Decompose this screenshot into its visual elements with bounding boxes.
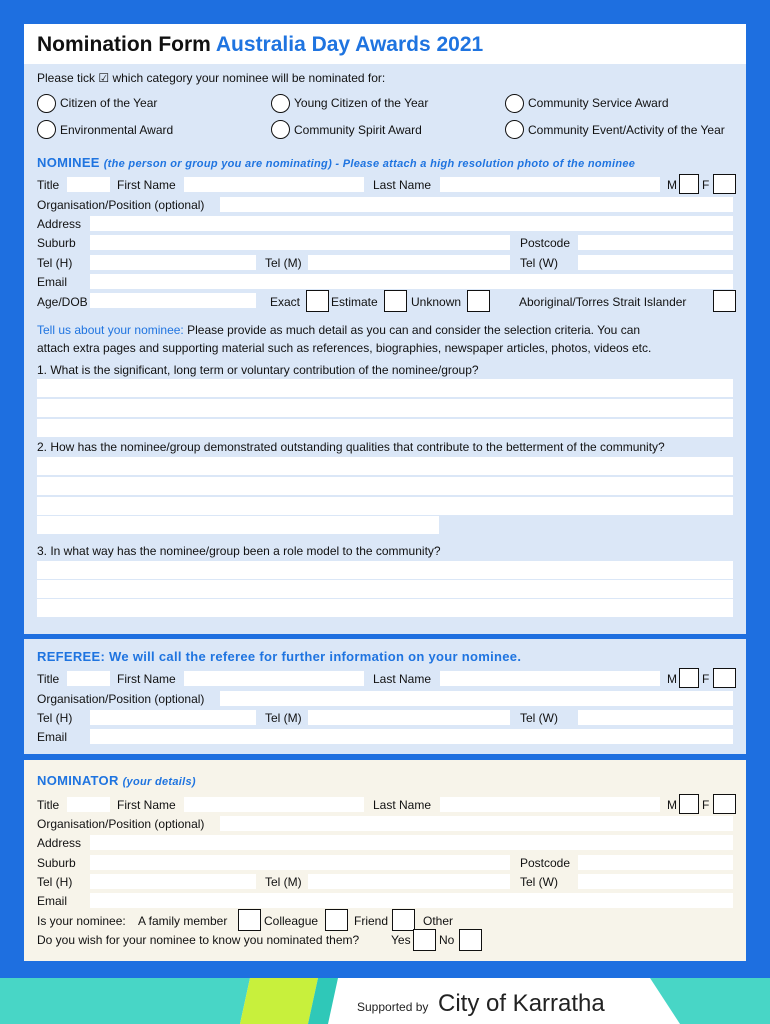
nominator-email-field[interactable] bbox=[90, 893, 733, 908]
postcode-label: Postcode bbox=[520, 856, 571, 870]
referee-tel-h-field[interactable] bbox=[90, 710, 256, 725]
tel-m-label: Tel (M) bbox=[265, 711, 302, 725]
nominator-tel-w-field[interactable] bbox=[578, 874, 733, 889]
unknown-checkbox[interactable] bbox=[467, 290, 490, 312]
nominee-first-name-field[interactable] bbox=[184, 177, 364, 192]
colleague-label: Colleague bbox=[264, 914, 319, 928]
title-label: Title bbox=[37, 178, 60, 192]
address-label: Address bbox=[37, 217, 82, 231]
answer-3-line[interactable] bbox=[37, 561, 733, 579]
referee-org-field[interactable] bbox=[220, 691, 733, 706]
tel-w-label: Tel (W) bbox=[520, 256, 558, 270]
radio-young-citizen[interactable] bbox=[271, 94, 290, 113]
friend-label: Friend bbox=[354, 914, 389, 928]
tell-us-text: Tell us about your nominee: Please provide as much detail as you can and consider the selection criteria. You can bbox=[37, 323, 641, 337]
teal-stripe bbox=[0, 978, 250, 1024]
nominee-f-checkbox[interactable] bbox=[713, 174, 736, 194]
referee-m-checkbox[interactable] bbox=[679, 668, 699, 688]
nominator-postcode-field[interactable] bbox=[578, 855, 733, 870]
category-label: Community Service Award bbox=[528, 96, 669, 110]
referee-f-checkbox[interactable] bbox=[713, 668, 736, 688]
yes-checkbox[interactable] bbox=[413, 929, 436, 951]
last-name-label: Last Name bbox=[373, 672, 432, 686]
answer-2-line[interactable] bbox=[37, 497, 733, 515]
exact-label: Exact bbox=[270, 295, 301, 309]
footer bbox=[0, 978, 770, 1024]
question-2: 2. How has the nominee/group demonstrated outstanding qualities that contribute to the betterment of the community? bbox=[37, 440, 665, 454]
org-label: Organisation/Position (optional) bbox=[37, 817, 205, 831]
f-label: F bbox=[702, 178, 710, 192]
suburb-label: Suburb bbox=[37, 856, 76, 870]
supported-by-text: Supported by bbox=[357, 1000, 429, 1014]
last-name-label: Last Name bbox=[373, 178, 432, 192]
title-label: Title bbox=[37, 672, 60, 686]
nominator-suburb-field[interactable] bbox=[90, 855, 510, 870]
nominee-address-field[interactable] bbox=[90, 216, 733, 231]
last-name-label: Last Name bbox=[373, 798, 432, 812]
answer-3-line[interactable] bbox=[37, 580, 733, 598]
nominator-first-name-field[interactable] bbox=[184, 797, 364, 812]
nominee-postcode-field[interactable] bbox=[578, 235, 733, 250]
nominee-tel-m-field[interactable] bbox=[308, 255, 510, 270]
nominee-heading: NOMINEE (the person or group you are nominating) - Please attach a high resolution photo of the nominee bbox=[37, 155, 636, 170]
email-label: Email bbox=[37, 730, 68, 744]
question-1: 1. What is the significant, long term or voluntary contribution of the nominee/group? bbox=[37, 363, 479, 377]
email-label: Email bbox=[37, 275, 68, 289]
age-label: Age/DOB bbox=[37, 295, 88, 309]
radio-community-event[interactable] bbox=[505, 120, 524, 139]
answer-2-line[interactable] bbox=[37, 477, 733, 495]
tel-h-label: Tel (H) bbox=[37, 256, 73, 270]
nominator-tel-h-field[interactable] bbox=[90, 874, 256, 889]
radio-environmental[interactable] bbox=[37, 120, 56, 139]
category-label: Young Citizen of the Year bbox=[294, 96, 429, 110]
org-label: Organisation/Position (optional) bbox=[37, 692, 205, 706]
tel-h-label: Tel (H) bbox=[37, 711, 73, 725]
estimate-checkbox[interactable] bbox=[384, 290, 407, 312]
page-title: Nomination Form Australia Day Awards 2021 bbox=[37, 33, 484, 56]
nominee-m-checkbox[interactable] bbox=[679, 174, 699, 194]
nominee-org-field[interactable] bbox=[220, 197, 733, 212]
answer-2-line[interactable] bbox=[37, 457, 733, 475]
lime-stripe bbox=[240, 978, 318, 1024]
nominee-email-field[interactable] bbox=[90, 274, 733, 289]
f-label: F bbox=[702, 798, 710, 812]
m-label: M bbox=[667, 178, 677, 192]
postcode-label: Postcode bbox=[520, 236, 571, 250]
nominee-tel-h-field[interactable] bbox=[90, 255, 256, 270]
family-label: A family member bbox=[138, 914, 228, 928]
m-label: M bbox=[667, 798, 677, 812]
referee-last-name-field[interactable] bbox=[440, 671, 660, 686]
exact-checkbox[interactable] bbox=[306, 290, 329, 312]
nominator-heading: NOMINATOR (your details) bbox=[37, 773, 196, 788]
nominee-suburb-field[interactable] bbox=[90, 235, 510, 250]
first-name-label: First Name bbox=[117, 672, 176, 686]
first-name-label: First Name bbox=[117, 178, 176, 192]
know-question: Do you wish for your nominee to know you nominated them? bbox=[37, 933, 360, 947]
aboriginal-checkbox[interactable] bbox=[713, 290, 736, 312]
nominator-title-field[interactable] bbox=[67, 797, 110, 812]
org-label: Organisation/Position (optional) bbox=[37, 198, 205, 212]
email-label: Email bbox=[37, 894, 68, 908]
unknown-label: Unknown bbox=[411, 295, 462, 309]
referee-heading: REFEREE: We will call the referee for further information on your nominee. bbox=[37, 649, 522, 664]
nominee-age-field[interactable] bbox=[90, 293, 256, 308]
nominee-last-name-field[interactable] bbox=[440, 177, 660, 192]
first-name-label: First Name bbox=[117, 798, 176, 812]
nominator-tel-m-field[interactable] bbox=[308, 874, 510, 889]
nominator-address-field[interactable] bbox=[90, 835, 733, 850]
other-label: Other bbox=[423, 914, 454, 928]
tel-m-label: Tel (M) bbox=[265, 875, 302, 889]
tel-m-label: Tel (M) bbox=[265, 256, 302, 270]
nominator-f-checkbox[interactable] bbox=[713, 794, 736, 814]
friend-checkbox[interactable] bbox=[392, 909, 415, 931]
no-checkbox[interactable] bbox=[459, 929, 482, 951]
nominee-tel-w-field[interactable] bbox=[578, 255, 733, 270]
answer-1-line[interactable] bbox=[37, 419, 733, 437]
referee-tel-w-field[interactable] bbox=[578, 710, 733, 725]
radio-community-service[interactable] bbox=[505, 94, 524, 113]
category-label: Citizen of the Year bbox=[60, 96, 158, 110]
city-logo-text: City of Karratha bbox=[438, 990, 605, 1017]
category-label: Environmental Award bbox=[60, 123, 174, 137]
tel-h-label: Tel (H) bbox=[37, 875, 73, 889]
category-label: Community Event/Activity of the Year bbox=[528, 123, 725, 137]
teal-stripe-right bbox=[650, 978, 770, 1024]
family-checkbox[interactable] bbox=[238, 909, 261, 931]
question-3: 3. In what way has the nominee/group been a role model to the community? bbox=[37, 544, 441, 558]
category-prompt: Please tick ☑ which category your nominee will be nominated for: bbox=[37, 71, 386, 85]
tell-us-text-2: attach extra pages and supporting material such as references, biographies, newspaper articles, photos, videos etc. bbox=[37, 341, 652, 355]
radio-community-spirit[interactable] bbox=[271, 120, 290, 139]
nominator-last-name-field[interactable] bbox=[440, 797, 660, 812]
referee-email-field[interactable] bbox=[90, 729, 733, 744]
yes-label: Yes bbox=[391, 933, 411, 947]
referee-first-name-field[interactable] bbox=[184, 671, 364, 686]
address-label: Address bbox=[37, 836, 82, 850]
colleague-checkbox[interactable] bbox=[325, 909, 348, 931]
answer-3-line[interactable] bbox=[37, 599, 733, 617]
f-label: F bbox=[702, 672, 710, 686]
suburb-label: Suburb bbox=[37, 236, 76, 250]
nominator-org-field[interactable] bbox=[220, 816, 733, 831]
no-label: No bbox=[439, 933, 455, 947]
estimate-label: Estimate bbox=[331, 295, 378, 309]
tel-w-label: Tel (W) bbox=[520, 711, 558, 725]
answer-1-line[interactable] bbox=[37, 399, 733, 417]
m-label: M bbox=[667, 672, 677, 686]
referee-tel-m-field[interactable] bbox=[308, 710, 510, 725]
relation-question: Is your nominee: bbox=[37, 914, 126, 928]
answer-2-line[interactable] bbox=[37, 516, 439, 534]
tel-w-label: Tel (W) bbox=[520, 875, 558, 889]
title-label: Title bbox=[37, 798, 60, 812]
category-label: Community Spirit Award bbox=[294, 123, 422, 137]
answer-1-line[interactable] bbox=[37, 379, 733, 397]
radio-citizen[interactable] bbox=[37, 94, 56, 113]
nominee-title-field[interactable] bbox=[67, 177, 110, 192]
referee-title-field[interactable] bbox=[67, 671, 110, 686]
nominator-m-checkbox[interactable] bbox=[679, 794, 699, 814]
aboriginal-label: Aboriginal/Torres Strait Islander bbox=[519, 295, 687, 309]
